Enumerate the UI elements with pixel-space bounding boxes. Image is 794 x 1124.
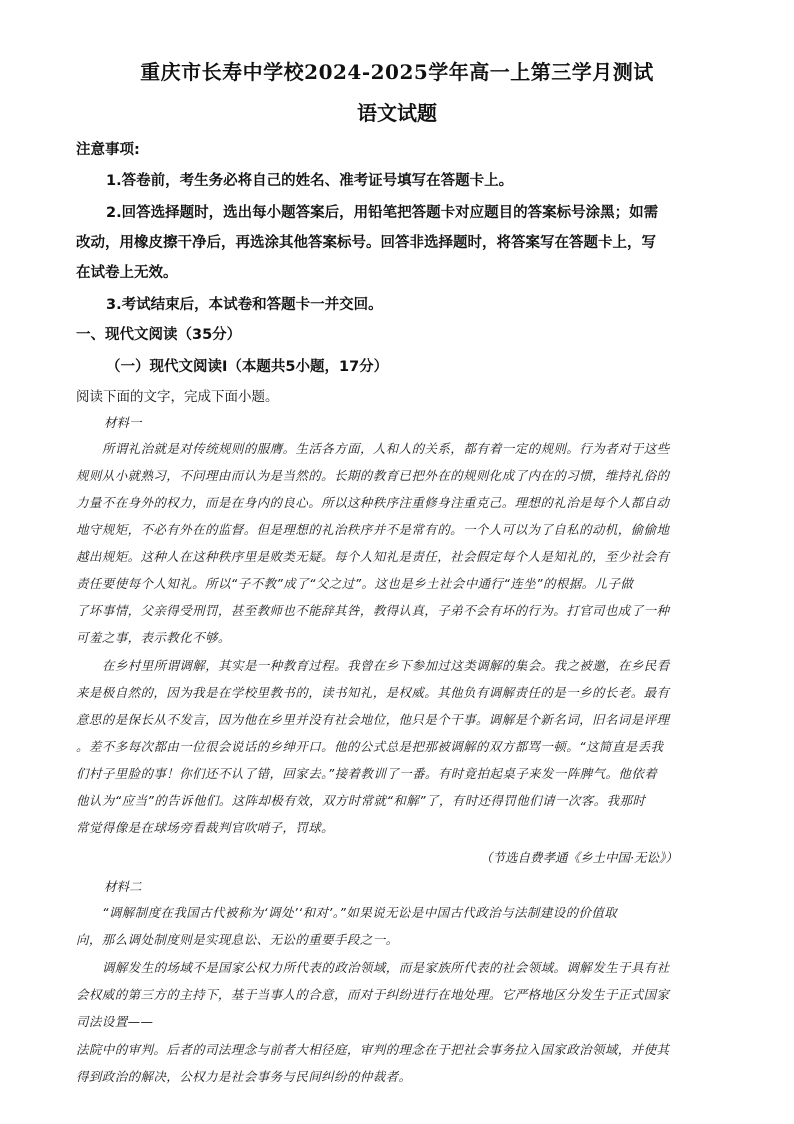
material-1-line: 规则从小就熟习，不问理由而认为是当然的。长期的教育已把外在的规则化成了内在的习惯，维持礼俗的 (76, 468, 670, 483)
material-2-line: 司法设置—— (76, 1014, 154, 1029)
material-2-line: 向，那么调处制度则是实现息讼、无讼的重要手段之一。 (76, 932, 399, 947)
section-heading: 一、现代文阅读（35分） (76, 327, 242, 343)
subsection-heading: （一）现代文阅读I（本题共5小题，17分） (106, 359, 389, 375)
notice-item-2-line-3: 在试卷上无效。 (76, 265, 178, 281)
notice-item-2-line-1: 2.回答选择题时，选出每小题答案后，用铅笔把答题卡对应题目的答案标号涂黑；如需 (106, 205, 659, 221)
material-1-line: 地守规矩，不必有外在的监督。但是理想的礼治秩序并不是常有的。一个人可以为了自私的动机，偷偷地 (76, 522, 670, 537)
material-1-line: 所谓礼治就是对传统规则的服膺。生活各方面，人和人的关系，都有着一定的规则。行为者对于这些 (102, 441, 670, 456)
notice-item-3: 3.考试结束后，本试卷和答题卡一并交回。 (106, 297, 383, 313)
material-1-line: 责任要使每个人知礼。所以“子不教”成了“父之过”。这也是乡土社会中通行“连坐”的根据。儿子做 (76, 576, 634, 591)
material-2-line: 会权威的第三方的主持下，基于当事人的合意，而对于纠纷进行在地处理。它严格地区分发生于正式国家 (76, 987, 670, 1002)
material-1-line: 来是极自然的，因为我是在学校里教书的，读书知礼，是权威。其他负有调解责任的是一乡的长老。最有 (76, 685, 670, 700)
material-1-line: 他认为“应当”的告诉他们。这阵却极有效，双方时常就“和解”了，有时还得罚他们请一次客。我那时 (76, 793, 646, 808)
material-1-line: 了坏事情，父亲得受刑罚，甚至教师也不能辞其咎，教得认真，子弟不会有坏的行为。打官司也成了一种 (76, 603, 670, 618)
material-1-line: 越出规矩。这种人在这种秩序里是败类无疑。每个人知礼是责任，社会假定每个人是知礼的，至少社会有 (76, 549, 670, 564)
material-1-label: 材料一 (104, 415, 142, 430)
exam-title: 重庆市长寿中学校2024-2025学年高一上第三学月测试 (140, 60, 654, 84)
material-1-line: 。差不多每次都由一位很会说话的乡绅开口。他的公式总是把那被调解的双方都骂一顿。“这简直是丢我 (76, 739, 664, 754)
material-1-line: 们村子里脸的事！你们还不认了错，回家去。”接着教训了一番。有时竟拍起桌子来发一阵脾气。他依着 (76, 766, 658, 781)
material-2-line: 法院中的审判。后者的司法理念与前者大相径庭，审判的理念在于把社会事务拉入国家政治领域，并使其 (76, 1042, 670, 1057)
material-2-line: “调解制度在我国古代被称为‘调处’‘和对’。”如果说无讼是中国古代政治与法制建设的价值取 (102, 905, 618, 920)
material-1-line: 可羞之事，表示教化不够。 (76, 630, 231, 645)
material-1-line: 常觉得像是在球场旁看裁判官吹哨子，罚球。 (76, 820, 335, 835)
material-1-line: 意思的是保长从不发言，因为他在乡里并没有社会地位，他只是个干事。调解是个新名词，旧名词是评理 (76, 712, 670, 727)
notice-item-2-line-2: 改动，用橡皮擦干净后，再选涂其他答案标号。回答非选择题时，将答案写在答题卡上，写 (76, 235, 656, 251)
reading-instruction: 阅读下面的文字，完成下面小题。 (76, 389, 279, 405)
material-2-label: 材料二 (104, 879, 142, 894)
notice-item-1: 1.答卷前，考生务必将自己的姓名、准考证号填写在答题卡上。 (106, 173, 514, 189)
material-1-line: 力量不在身外的权力，而是在身内的良心。所以这种秩序注重修身注重克己。理想的礼治是每个人都自动 (76, 495, 670, 510)
material-2-line: 得到政治的解决，公权力是社会事务与民间纠纷的仲裁者。 (76, 1069, 412, 1084)
material-1-source: （节选自费孝通《乡土中国·无讼》） (480, 850, 678, 865)
exam-subtitle: 语文试题 (357, 101, 437, 125)
notice-heading: 注意事项: (76, 142, 140, 158)
material-2-line: 调解发生的场域不是国家公权力所代表的政治领域，而是家族所代表的社会领域。调解发生于具有社 (102, 960, 670, 975)
material-1-line: 在乡村里所谓调解，其实是一种教育过程。我曾在乡下参加过这类调解的集会。我之被邀，在乡民看 (102, 658, 670, 673)
